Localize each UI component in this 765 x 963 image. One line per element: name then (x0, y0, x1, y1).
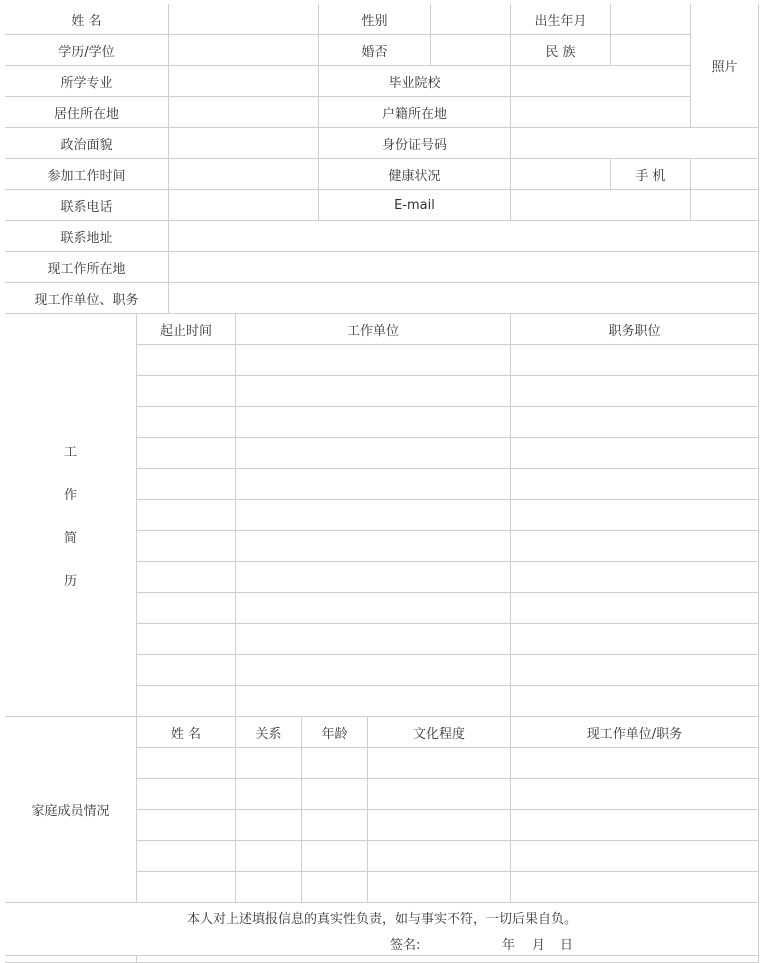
work-row-position[interactable] (511, 345, 759, 376)
family-row-unit[interactable] (511, 810, 759, 841)
marital-value[interactable] (431, 35, 511, 66)
family-row-age[interactable] (302, 748, 368, 779)
work-row-position[interactable] (511, 593, 759, 624)
work-history-char: 作 (63, 488, 77, 503)
work-row-position[interactable] (511, 376, 759, 407)
name-label: 姓 名 (5, 4, 169, 35)
work-row-position[interactable] (511, 655, 759, 686)
current-location-value[interactable] (169, 252, 759, 283)
work-row-unit[interactable] (236, 469, 511, 500)
family-header-age: 年龄 (302, 717, 368, 748)
family-row-age[interactable] (302, 872, 368, 903)
declaration-cell (5, 903, 759, 956)
signature-day: 日 (560, 938, 574, 953)
work-row-unit[interactable] (236, 438, 511, 469)
work-start-label: 参加工作时间 (5, 159, 169, 190)
marital-label: 婚否 (319, 35, 431, 66)
work-row-position[interactable] (511, 624, 759, 655)
family-row-unit[interactable] (511, 748, 759, 779)
family-row-unit[interactable] (511, 872, 759, 903)
email-extra-cell[interactable] (691, 190, 759, 221)
family-header-relation: 关系 (236, 717, 302, 748)
major-label: 所学专业 (5, 66, 169, 97)
work-row-position[interactable] (511, 469, 759, 500)
work-row-position[interactable] (511, 438, 759, 469)
photo-cell[interactable]: 照片 (691, 4, 759, 128)
education-value[interactable] (169, 35, 319, 66)
work-row-period[interactable] (137, 469, 236, 500)
signature-month: 月 (532, 938, 546, 953)
family-row-name[interactable] (137, 748, 236, 779)
health-label: 健康状况 (319, 159, 511, 190)
current-location-label: 现工作所在地 (5, 252, 169, 283)
family-row-age[interactable] (302, 841, 368, 872)
ethnicity-label: 民 族 (511, 35, 611, 66)
gender-label: 性别 (319, 4, 431, 35)
education-label: 学历/学位 (5, 35, 169, 66)
phone-label: 联系电话 (5, 190, 169, 221)
gender-value[interactable] (431, 4, 511, 35)
family-row-education[interactable] (368, 810, 511, 841)
work-row-period[interactable] (137, 655, 236, 686)
family-row-unit[interactable] (511, 841, 759, 872)
health-value[interactable] (511, 159, 611, 190)
work-history-char: 历 (63, 574, 77, 589)
hukou-value[interactable] (511, 97, 691, 128)
work-row-unit[interactable] (236, 562, 511, 593)
family-row-name[interactable] (137, 810, 236, 841)
family-row-relation[interactable] (236, 810, 302, 841)
signature-year: 年 (502, 938, 516, 953)
major-value[interactable] (169, 66, 319, 97)
family-row-name[interactable] (137, 779, 236, 810)
work-start-value[interactable] (169, 159, 319, 190)
mobile-label: 手 机 (611, 159, 691, 190)
work-row-unit[interactable] (236, 531, 511, 562)
work-row-period[interactable] (137, 438, 236, 469)
work-row-period[interactable] (137, 593, 236, 624)
school-value[interactable] (511, 66, 691, 97)
family-row-relation[interactable] (236, 872, 302, 903)
family-row-age[interactable] (302, 779, 368, 810)
declaration-statement: 本人对上述填报信息的真实性负责，如与事实不符，一切后果自负。 (186, 912, 577, 927)
family-header-education: 文化程度 (368, 717, 511, 748)
phone-value[interactable] (169, 190, 319, 221)
political-value[interactable] (169, 128, 319, 159)
work-header-position: 职务职位 (511, 314, 759, 345)
work-row-position[interactable] (511, 500, 759, 531)
family-row-age[interactable] (302, 810, 368, 841)
work-row-unit[interactable] (236, 593, 511, 624)
current-unit-label: 现工作单位、职务 (5, 283, 169, 314)
work-row-period[interactable] (137, 345, 236, 376)
residence-value[interactable] (169, 97, 319, 128)
family-row-relation[interactable] (236, 841, 302, 872)
family-header-name: 姓 名 (137, 717, 236, 748)
birth-value[interactable] (611, 4, 691, 35)
family-row-name[interactable] (137, 872, 236, 903)
family-label: 家庭成员情况 (5, 717, 137, 903)
email-value[interactable] (511, 190, 691, 221)
work-row-period[interactable] (137, 376, 236, 407)
next-row-value[interactable] (137, 956, 759, 963)
work-row-unit[interactable] (236, 345, 511, 376)
address-value[interactable] (169, 221, 759, 252)
next-row-label (5, 956, 137, 963)
family-row-name[interactable] (137, 841, 236, 872)
work-history-label (5, 314, 137, 717)
family-row-education[interactable] (368, 841, 511, 872)
work-row-unit[interactable] (236, 686, 511, 717)
birth-label: 出生年月 (511, 4, 611, 35)
address-label: 联系地址 (5, 221, 169, 252)
email-label: E-mail (319, 190, 511, 221)
work-header-period: 起止时间 (137, 314, 236, 345)
family-row-education[interactable] (368, 748, 511, 779)
work-row-position[interactable] (511, 562, 759, 593)
work-row-period[interactable] (137, 562, 236, 593)
family-header-unit: 现工作单位/职务 (511, 717, 759, 748)
family-row-unit[interactable] (511, 779, 759, 810)
id-number-label: 身份证号码 (319, 128, 511, 159)
residence-label: 居住所在地 (5, 97, 169, 128)
work-header-unit: 工作单位 (236, 314, 511, 345)
current-unit-value[interactable] (169, 283, 759, 314)
work-row-period[interactable] (137, 686, 236, 717)
school-label: 毕业院校 (319, 66, 511, 97)
name-value[interactable] (169, 4, 319, 35)
political-label: 政治面貌 (5, 128, 169, 159)
ethnicity-value[interactable] (611, 35, 691, 66)
work-row-unit[interactable] (236, 376, 511, 407)
family-row-education[interactable] (368, 872, 511, 903)
work-row-position[interactable] (511, 686, 759, 717)
id-number-value[interactable] (511, 128, 759, 159)
work-row-unit[interactable] (236, 500, 511, 531)
work-history-char: 工 (63, 445, 77, 460)
family-row-relation[interactable] (236, 748, 302, 779)
work-row-period[interactable] (137, 500, 236, 531)
work-row-period[interactable] (137, 624, 236, 655)
family-row-relation[interactable] (236, 779, 302, 810)
work-row-unit[interactable] (236, 655, 511, 686)
hukou-label: 户籍所在地 (319, 97, 511, 128)
work-history-char: 简 (63, 531, 77, 546)
signature-label: 签名: (390, 938, 421, 953)
family-row-education[interactable] (368, 779, 511, 810)
work-row-period[interactable] (137, 407, 236, 438)
work-row-period[interactable] (137, 531, 236, 562)
work-row-unit[interactable] (236, 624, 511, 655)
work-row-unit[interactable] (236, 407, 511, 438)
work-row-position[interactable] (511, 531, 759, 562)
mobile-value[interactable] (691, 159, 759, 190)
work-row-position[interactable] (511, 407, 759, 438)
